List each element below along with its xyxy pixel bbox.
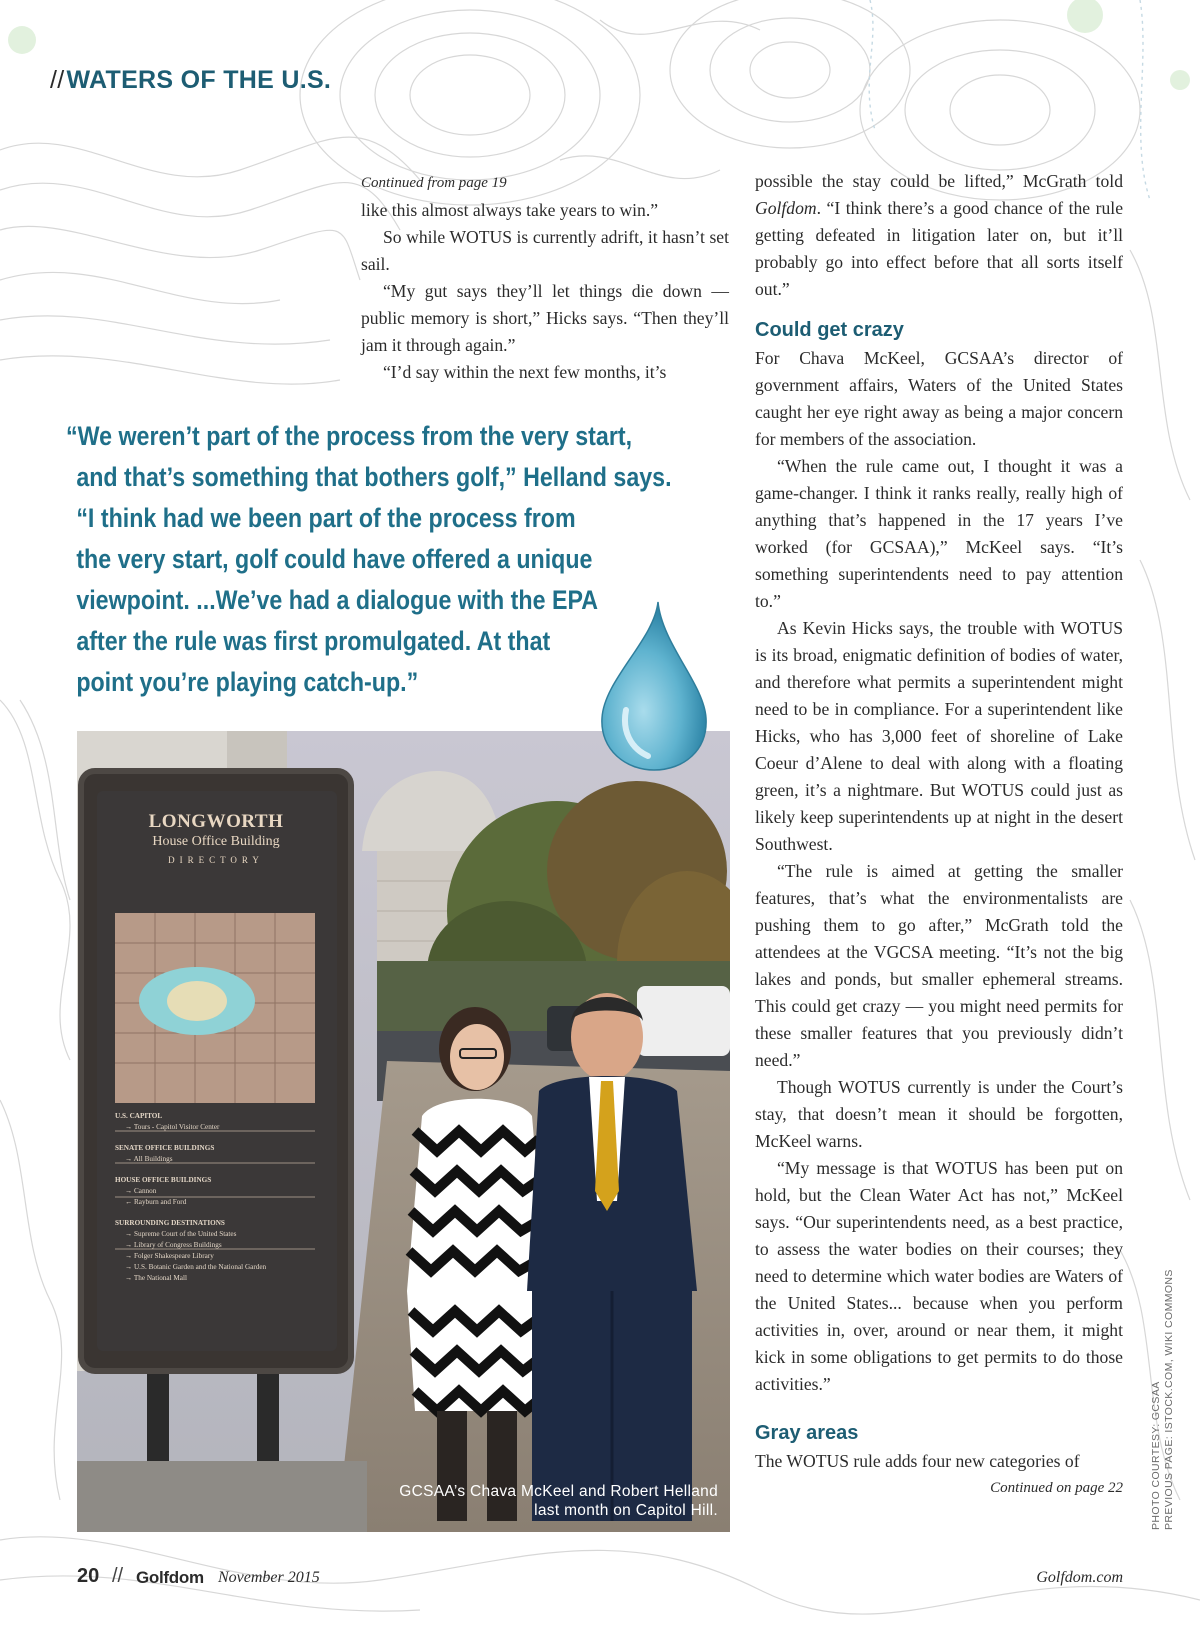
paragraph: As Kevin Hicks says, the trouble with WOTUS is its broad, enigmatic definition of bodies of water, and therefore what permits a superintendent might need to be in compliance. For a superintendent like Hicks, who has 3,000 feet of shoreline of Lake Coeur d’Alene to deal with along with a floating green, it’s a nightmare. But WOTUS could just as likely keep superintendents up at night in the desert Southwest. xyxy=(755,618,1123,854)
sign-title: LONGWORTH xyxy=(148,811,284,832)
subheading-gray-areas: Gray areas xyxy=(755,1422,859,1444)
pull-quote-line: the very start, golf could have offered a unique xyxy=(76,544,593,574)
paragraph: So while WOTUS is currently adrift, it hasn’t set sail. xyxy=(361,227,729,274)
section-header xyxy=(50,66,331,95)
page-number: 20 xyxy=(77,1565,100,1587)
sign-entry: → U.S. Botanic Garden and the National Garden xyxy=(125,1263,267,1271)
magazine-name-italic: Golfdom xyxy=(755,198,817,218)
sign-entry: → Tours - Capitol Visitor Center xyxy=(125,1123,220,1131)
sign-entry: → Folger Shakespeare Library xyxy=(125,1252,214,1260)
photo-caption-line: last month on Capitol Hill. xyxy=(534,1502,718,1519)
paragraph: Though WOTUS currently is under the Court’s stay, that doesn’t mean it should be forgotten, McKeel warns. xyxy=(755,1077,1123,1151)
sign-entry: SURROUNDING DESTINATIONS xyxy=(115,1219,225,1227)
paragraph: The WOTUS rule adds four new categories of xyxy=(755,1451,1080,1471)
article-photo xyxy=(77,731,730,1532)
paragraph-part: possible the stay could be lifted,” McGrath told xyxy=(755,171,1123,191)
paragraph: “I’d say within the next few months, it’s xyxy=(383,362,667,382)
pull-quote-line: viewpoint. ...We’ve had a dialogue with the EPA xyxy=(76,585,598,615)
paragraph: “My gut says they’ll let things die down — public memory is short,” Hicks says. “Then they’ll jam it through again.” xyxy=(361,281,729,355)
section-title: WATERS OF THE U.S. xyxy=(66,66,332,94)
sign-entry: → Supreme Court of the United States xyxy=(125,1230,237,1238)
pull-quote-line: point you’re playing catch-up.” xyxy=(76,667,419,697)
paragraph-part: . “I think there’s a good chance of the rule getting defeated in litigation later on, but it’ll probably go into effect before that all sorts itself out.” xyxy=(755,198,1123,299)
paragraph: For Chava McKeel, GCSAA’s director of government affairs, Waters of the United States caught her eye right away as being a major concern for members of the association. xyxy=(755,348,1123,449)
paragraph xyxy=(755,168,1123,303)
paragraph: like this almost always take years to win.” xyxy=(361,200,659,220)
subheading-could-get-crazy: Could get crazy xyxy=(755,319,904,341)
paragraph: “The rule is aimed at getting the smaller features, that’s what the environmentalists are pushing them to go after,” McGrath told the attendees at the VGCSA meeting. “It’s not the big lakes and ponds, but smaller ephemeral streams. This could get crazy — you might need permits for these smaller features that you previously didn’t need.” xyxy=(755,861,1123,1070)
continued-from-note: Continued from page 19 xyxy=(361,175,507,191)
photo-credits xyxy=(1150,1170,1180,1530)
sign-entry: → The National Mall xyxy=(125,1274,187,1282)
sign-entry: → Cannon xyxy=(125,1187,157,1195)
footer-magazine-name: Golfdom xyxy=(136,1568,204,1587)
photo-caption xyxy=(399,1482,718,1520)
sign-entry: → All Buildings xyxy=(125,1155,173,1163)
photo-caption-line: GCSAA’s Chava McKeel and Robert Helland xyxy=(399,1483,718,1500)
water-drop-icon xyxy=(596,600,712,772)
photo-credit-line: PREVIOUS PAGE: ISTOCK.COM, WIKI COMMONS xyxy=(1163,1269,1175,1530)
sign-directory-list xyxy=(115,1111,315,1284)
footer-website: Golfdom.com xyxy=(1036,1569,1123,1586)
photo-credit-line: PHOTO COURTESY: GCSAA xyxy=(1150,1381,1162,1530)
paragraph: “My message is that WOTUS has been put on hold, but the Clean Water Act has not,” McKeel says. “Our superintendents need, as a best practice, to assess the water bodies on their courses; they need to determine which water bodies are Waters of the United States... because when you perform activities in, over, around or near them, it might kick in some obligations to get permits to do those activities.” xyxy=(755,1158,1123,1394)
continued-on-note: Continued on page 22 xyxy=(990,1480,1123,1496)
sign-entry: ← Rayburn and Ford xyxy=(125,1198,187,1206)
section-header-slashes: // xyxy=(50,66,65,94)
sign-subtitle: House Office Building xyxy=(152,834,280,849)
sign-entry: U.S. CAPITOL xyxy=(115,1112,163,1120)
pull-quote-line: “I think had we been part of the process from xyxy=(76,503,576,533)
pull-quote-line: “We weren’t part of the process from the very start, xyxy=(66,421,633,451)
sign-entry: → Library of Congress Buildings xyxy=(125,1241,222,1249)
pull-quote-line: after the rule was first promulgated. At that xyxy=(76,626,551,656)
sign-entry: SENATE OFFICE BUILDINGS xyxy=(115,1144,215,1152)
sign-entry: HOUSE OFFICE BUILDINGS xyxy=(115,1176,212,1184)
pull-quote-line: and that’s something that bothers golf,” Helland says. xyxy=(76,462,672,492)
article-column-2 xyxy=(755,168,1123,1502)
footer-issue-date: November 2015 xyxy=(218,1569,320,1586)
paragraph: “When the rule came out, I thought it was a game-changer. I think it ranks really, really high of anything that’s happened in the 17 years I’ve worked (for GCSAA),” McKeel says. “It’s something superintendents need to pay attention to.” xyxy=(755,456,1123,611)
sign-directory: DIRECTORY xyxy=(168,855,264,865)
article-column-1 xyxy=(361,170,729,386)
footer-separator: // xyxy=(112,1565,124,1587)
